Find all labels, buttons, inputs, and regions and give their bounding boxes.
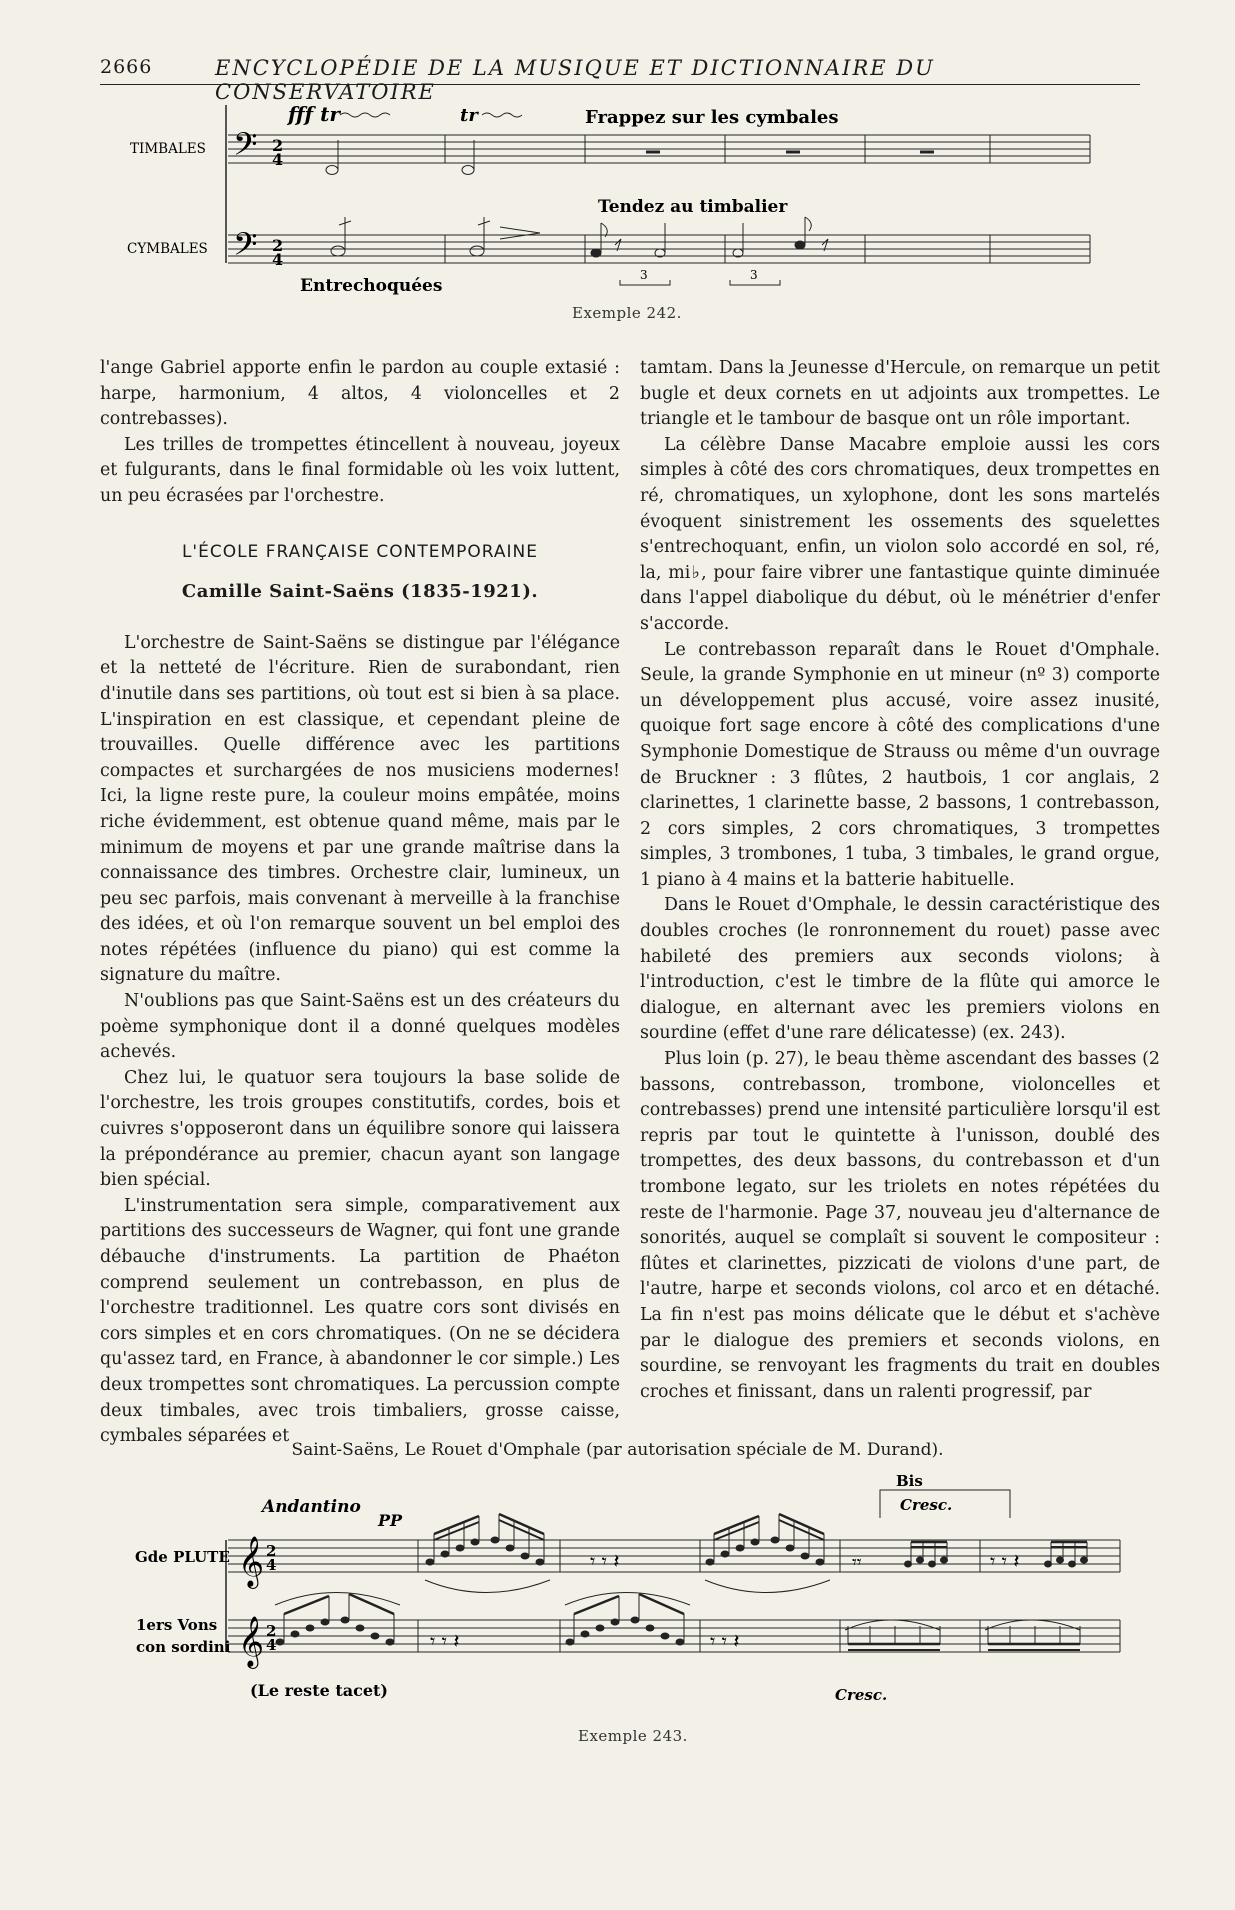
time-signature: 2 [266,1542,277,1560]
page-number: 2666 [100,56,153,78]
cymbal-note [591,249,601,257]
time-signature: 2 [272,236,284,255]
cresc-top: Cresc. [900,1496,953,1514]
time-signature: 4 [266,1556,277,1574]
cymbales-label: CYMBALES [127,241,208,257]
flute-staff [228,1540,1120,1572]
time-signature: 2 [266,1622,277,1640]
timbale-note [462,166,474,175]
section-heading: L'ÉCOLE FRANÇAISE CONTEMPORAINE [181,541,539,562]
cymbal-note [331,246,345,256]
cresc-bottom: Cresc. [835,1686,888,1704]
rests: 𝄾 𝄾 𝄽 [710,1629,740,1653]
trill-line [340,113,390,117]
time-signature: 4 [272,250,284,269]
left-column [100,356,620,1450]
trill-line [482,113,522,117]
timbales-staff [228,135,1090,163]
time-signature: 2 [272,136,284,155]
paragraph: La célèbre Danse Macabre emploie aussi les cors simples à côté des cors chromatiques, deux trompettes en ré, chromatiques, un xylophone, dont les sons martelés évoquent sinistrement les ossements des squelettes s'entrechoquant, enfin, un violon solo accordé en sol, ré, la, mi♭, pour faire vibrer une fantastique quinte diminuée dans l'appel diabolique du début, où le ménétrier d'enfer s'accorde. [640,434,1160,634]
example-243-score [100,1470,1140,1710]
time-signature: 4 [272,150,284,169]
timbale-note [326,166,338,175]
triplet-number: 3 [750,268,758,282]
bis-label: Bis [896,1472,923,1490]
paragraph: L'instrumentation sera simple, comparativement aux partitions des successeurs de Wagner, qui font une grande débauche d'instruments. La partition de Phaéton comprend seulement un contrebasson, en plus de l'orchestre traditionnel. Les quatre cors sont divisés en cors simples et en cors chromatiques. (On ne se décidera qu'assez tard, en France, à abandonner le cor simple.) Les deux trompettes sont chromatiques. La percussion compte deux timbales, avec trois timbaliers, grosse caisse, cymbales séparées et [100,1195,620,1447]
violin-figure [845,1620,1080,1650]
violins-label-sordini: con sordini [136,1638,231,1656]
paragraph: l'ange Gabriel apporte enfin le pardon au couple extasié : harpe, harmonium, 4 altos, 4 violoncelles et 2 contrebasses). [100,358,620,430]
violin-figure [275,1593,400,1646]
timbales-label: TIMBALES [130,141,206,157]
paragraph: Chez lui, le quatuor sera toujours la base solide de l'orchestre, les trois groupes constitutifs, cordes, bois et cuivres s'opposeront dans un équilibre sonore qui laissera la prépondérance au premier, chacun ayant son langage bien spécial. [100,1067,620,1191]
tempo-marking: Andantino [262,1497,361,1517]
paragraph: L'orchestre de Saint-Saëns se distingue par l'élégance et la netteté de l'écriture. Rien de surabondant, rien d'inutile dans ses partitions, où tout est si bien à sa place. L'inspiration en est classique, et cependant pleine de trouvailles. Quelle différence avec les partitions compactes et surchargées de nos musiciens modernes! Ici, la ligne reste pure, la couleur moins empâtée, moins riche évidemment, est obtenue quand même, mais par le minimum de moyens et par une grande maîtrise dans la connaissance des timbres. Orchestre clair, lumineux, un peu sec parfois, mais convenant à merveille à la franchise des idées, et où l'on remarque souvent un bel emploi des notes répétées (influence du piano) qui est comme la signature du maître. [100,632,620,986]
right-column [640,356,1160,1405]
dynamic-pp: PP [378,1511,403,1530]
rests: 𝄾𝄾 [852,1552,862,1573]
paragraph: N'oublions pas que Saint-Saëns est un des créateurs du poème symphonique dont il a donné quelques modèles achevés. [100,991,620,1063]
rests: 𝄾 𝄾 𝄽 [590,1549,620,1573]
paragraph: Plus loin (p. 27), le beau thème ascendant des basses (2 bassons, contrebasson, trombone, violoncelles et contrebasses) prend une intensité particulière lorsqu'il est repris par tout le quintette à l'unisson, doublé des trompettes, des deux bassons, du contrebasson et d'un trombone legato, sur les triolets en notes répétées du reste de l'harmonie. Page 37, nouveau jeu d'alternance de sonorités, auquel se complaît si souvent le compositeur : flûtes et clarinettes, pizzicati de violons d'une part, de l'autre, harpe et seconds violons, col arco et en détaché. La fin n'est pas moins délicate que le début et s'achève par le dialogue des premiers et seconds violons, en sourdine, se renvoyant les fragments du trait en doubles croches et finissant, dans un ralenti progressif, par [640,1049,1160,1402]
tacet-note: (Le reste tacet) [250,1681,388,1700]
paragraph: tamtam. Dans la Jeunesse d'Hercule, on remarque un petit bugle et deux cornets en ut adjoints aux trompettes. Le triangle et le tambour de basque ont un rôle important. [640,358,1160,430]
dynamic-fff-tr: fff tr [288,102,340,126]
paragraph: Dans le Rouet d'Omphale, le dessin caractéristique des doubles croches (le ronronnement du rouet) passe avec habileté des premiers aux seconds violons; à l'introduction, c'est le timbre de la flûte qui amorce le dialogue, en alternant avec les premiers violons en sourdine (effet d'une rare délicatesse) (ex. 243). [640,895,1160,1044]
trill-mark: tr [460,105,478,126]
triplet-number: 3 [640,268,648,282]
bass-clef-icon: 𝄢 [233,126,258,170]
treble-clef-icon: 𝄞 [238,1616,265,1667]
direction-entrechoquees: Entrechoquées [300,276,443,296]
flute-label: Gde PLUTE [135,1548,230,1566]
direction-frappez: Frappez sur les cymbales [585,107,839,128]
rests: 𝄾 𝄾 𝄽 [990,1549,1020,1573]
treble-clef-icon: 𝄞 [238,1536,265,1587]
flute-figure [705,1514,830,1593]
running-title: ENCYCLOPÉDIE DE LA MUSIQUE ET DICTIONNAIRE DU CONSERVATOIRE [215,56,935,104]
cymbal-note [795,241,805,249]
violins-label: 1ers Vons [136,1616,218,1634]
section-subheading: Camille Saint-Saëns (1835-1921). [181,581,539,603]
caption-example-242: Exemple 242. [572,304,682,322]
direction-tendez: Tendez au timbalier [598,197,788,217]
bass-clef-icon: 𝄢 [233,226,258,270]
running-header [100,54,1140,104]
caption-example-243: Exemple 243. [578,1727,688,1745]
cymbal-note [470,246,484,256]
decrescendo-hairpin [500,227,540,239]
rests: 𝄾 𝄾 𝄽 [430,1629,460,1653]
flute-figure [425,1514,550,1593]
violin-figure [565,1593,690,1646]
example-242-score [100,95,1140,315]
example-243-credit: Saint-Saëns, Le Rouet d'Omphale (par autorisation spéciale de M. Durand). [291,1440,944,1460]
time-signature: 4 [266,1636,277,1654]
paragraph: Le contrebasson reparaît dans le Rouet d'Omphale. Seule, la grande Symphonie en ut mineur (nº 3) comporte un développement plus accusé, voire assez inusité, quoique fort sage encore à côté des complications d'une Symphonie Domestique de Strauss ou même d'un ouvrage de Bruckner : 3 flûtes, 2 hautbois, 1 cor anglais, 2 clarinettes, 1 clarinette basse, 2 bassons, 1 contrebasson, 2 cors simples, 2 cors chromatiques, 3 trompettes simples, 3 trombones, 1 tuba, 3 timbales, le grand orgue, 1 piano à 4 mains et la batterie habituelle. [640,639,1160,890]
paragraph: Les trilles de trompettes étincellent à nouveau, joyeux et fulgurants, dans le final formidable où les voix luttent, un peu écrasées par l'orchestre. [100,434,620,506]
